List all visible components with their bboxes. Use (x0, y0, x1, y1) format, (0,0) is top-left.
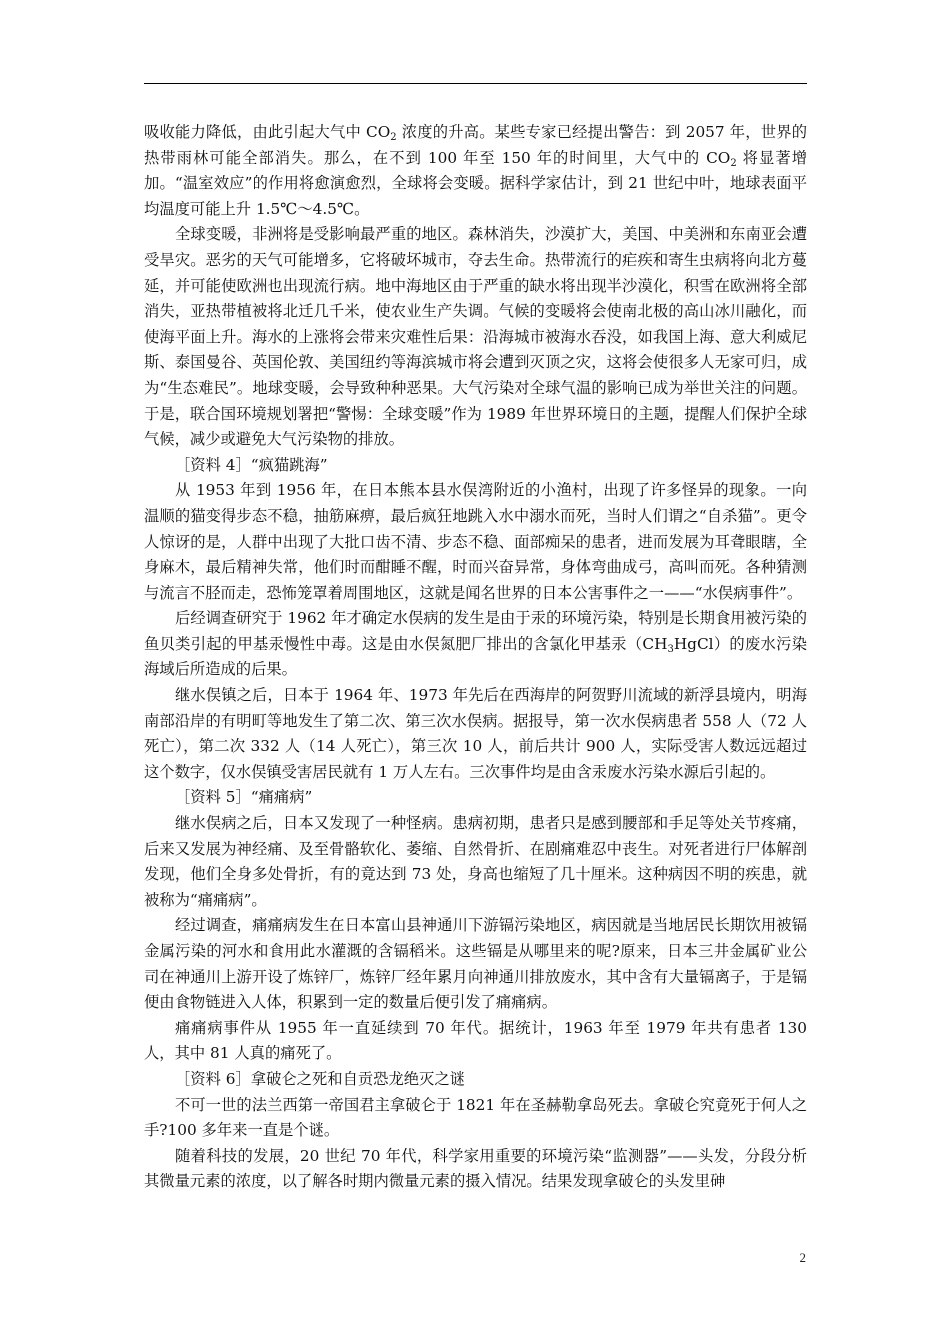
text-run: HgCl）的废水污染海域后所造成的后果。 (144, 634, 808, 679)
paragraph-hair-analysis: 随着科技的发展，20 世纪 70 年代，科学家用重要的环境污染“监测器”——头发，分段分析其微量元素的浓度，以了解各时期内微量元素的摄入情况。结果发现拿破仑的头发里砷 (144, 1146, 807, 1191)
paragraph-napoleon-death: 不可一世的法兰西第一帝国君主拿破仑于 1821 年在圣赫勒拿岛死去。拿破仑究竟死于何人之手?100 多年来一直是个谜。 (144, 1095, 807, 1140)
paragraph-global-warming: 全球变暖，非洲将是受影响最严重的地区。森林消失，沙漠扩大，美国、中美洲和东南亚会遭受旱灾。恶劣的天气可能增多，它将破坏城市，夺去生命。热带流行的疟疾和寄生虫病将向北方蔓延，并可能使欧洲也出现流行病。地中海地区由于严重的缺水将出现半沙漠化，积雪在欧洲将全部消失，亚热带植被将北迁几千米，使农业生产失调。气候的变暖将会使南北极的高山冰川融化，而使海平面上升。海水的上涨将会带来灾难性后果：沿海城市被海水吞没，如我国上海、意大利威尼斯、泰国曼谷、英国伦敦、美国纽约等海滨城市将会遭到灭顶之灾，这将会使很多人无家可归，成为“生态难民”。地球变暖，会导致种种恶果。大气污染对全球气温的影响已成为举世关注的问题。于是，联合国环境规划署把“警惕：全球变暖”作为 1989 年世界环境日的主题，提醒人们保护全球气候，减少或避免大气污染物的排放。 (144, 225, 807, 449)
text-run: 后经调查研究于 1962 年才确定水俣病的发生是由于汞的环境污染，特别是长期食用被污染的鱼贝类引起的甲基汞慢性中毒。这是由水俣氮肥厂排出的含氯化甲基汞（CH (144, 609, 807, 653)
paragraph-co2-warming (144, 120, 807, 222)
section-heading-5: ［资料 5］“痛痛病” (175, 788, 313, 807)
subscript: 3 (667, 643, 674, 655)
paragraph-itai-itai-symptoms: 继水俣病之后，日本又发现了一种怪病。患病初期，患者只是感到腰部和手足等处关节疼痛，后来又发展为神经痛、及至骨骼软化、萎缩、自然骨折、在剧痛难忍中丧生。对死者进行尸体解剖发现，他们全身多处骨折，有的竟达到 73 处，身高也缩短了几十厘米。这种病因不明的疾患，就被称为“痛痛病”。 (144, 814, 807, 909)
paragraph-itai-itai-statistics: 痛痛病事件从 1955 年一直延续到 70 年代。据统计，1963 年至 1979 年共有患者 130 人，其中 81 人真的痛死了。 (144, 1018, 807, 1063)
subscript: 2 (390, 132, 397, 143)
text-run: 将显著增加。“温室效应”的作用将愈演愈烈，全球将会变暖。据科学家估计，到 21 世纪中叶，地球表面平均温度可能上升 1.5℃～4.5℃。 (144, 148, 807, 218)
page-number: 2 (799, 1250, 806, 1265)
paragraph-itai-itai-cause: 经过调查，痛痛病发生在日本富山县神通川下游镉污染地区，病因就是当地居民长期饮用被镉金属污染的河水和食用此水灌溉的含镉稻米。这些镉是从哪里来的呢?原来，日本三井金属矿业公司在神通川上游开设了炼锌厂，炼锌厂经年累月向神通川排放废水，其中含有大量镉离子，于是镉便由食物链进入人体，积累到一定的数量后便引发了痛痛病。 (144, 916, 807, 1012)
header-rule (144, 83, 807, 84)
section-heading-6: ［资料 6］拿破仑之死和自贡恐龙绝灭之谜 (175, 1069, 465, 1088)
body-text (144, 120, 807, 1195)
paragraph-methylmercury (144, 606, 807, 683)
paragraph-crazy-cats: 从 1953 年到 1956 年，在日本熊本县水俣湾附近的小渔村，出现了许多怪异的现象。一向温顺的猫变得步态不稳，抽筋麻痹，最后疯狂地跳入水中溺水而死，当时人们谓之“自杀猫”。更令人惊讶的是，人群中出现了大批口齿不清、步态不稳、面部痴呆的患者，进而发展为耳聋眼瞎，全身麻木，最后精神失常，他们时而酣睡不醒，时而兴奋异常，身体弯曲成弓，高叫而死。各种猜测与流言不胫而走，恐怖笼罩着周围地区，这就是闻名世界的日本公害事件之一——“水俣病事件”。 (144, 481, 807, 602)
text-run: 浓度的升高。某些专家已经提出警告：到 2057 年，世界的热带雨林可能全部消失。那么，在不到 100 年至 150 年的时间里，大气中的 CO (144, 123, 807, 167)
subscript: 2 (730, 157, 737, 169)
section-heading-4: ［资料 4］“疯猫跳海” (175, 455, 328, 474)
paragraph-minamata-recurrence: 继水俣镇之后，日本于 1964 年、1973 年先后在西海岸的阿贺野川流域的新浮县境内，明海南部沿岸的有明町等地发生了第二次、第三次水俣病。据报导，第一次水俣病患者 558 人（72 人死亡），第二次 332 人（14 人死亡），第三次 10 人，前后共计 900 人，实际受害人数远远超过这个数字，仅水俣镇受害居民就有 1 万人左右。三次事件均是由含汞废水污染水源后引起的。 (144, 686, 807, 781)
text-run: 吸收能力降低，由此引起大气中 CO (144, 123, 391, 141)
